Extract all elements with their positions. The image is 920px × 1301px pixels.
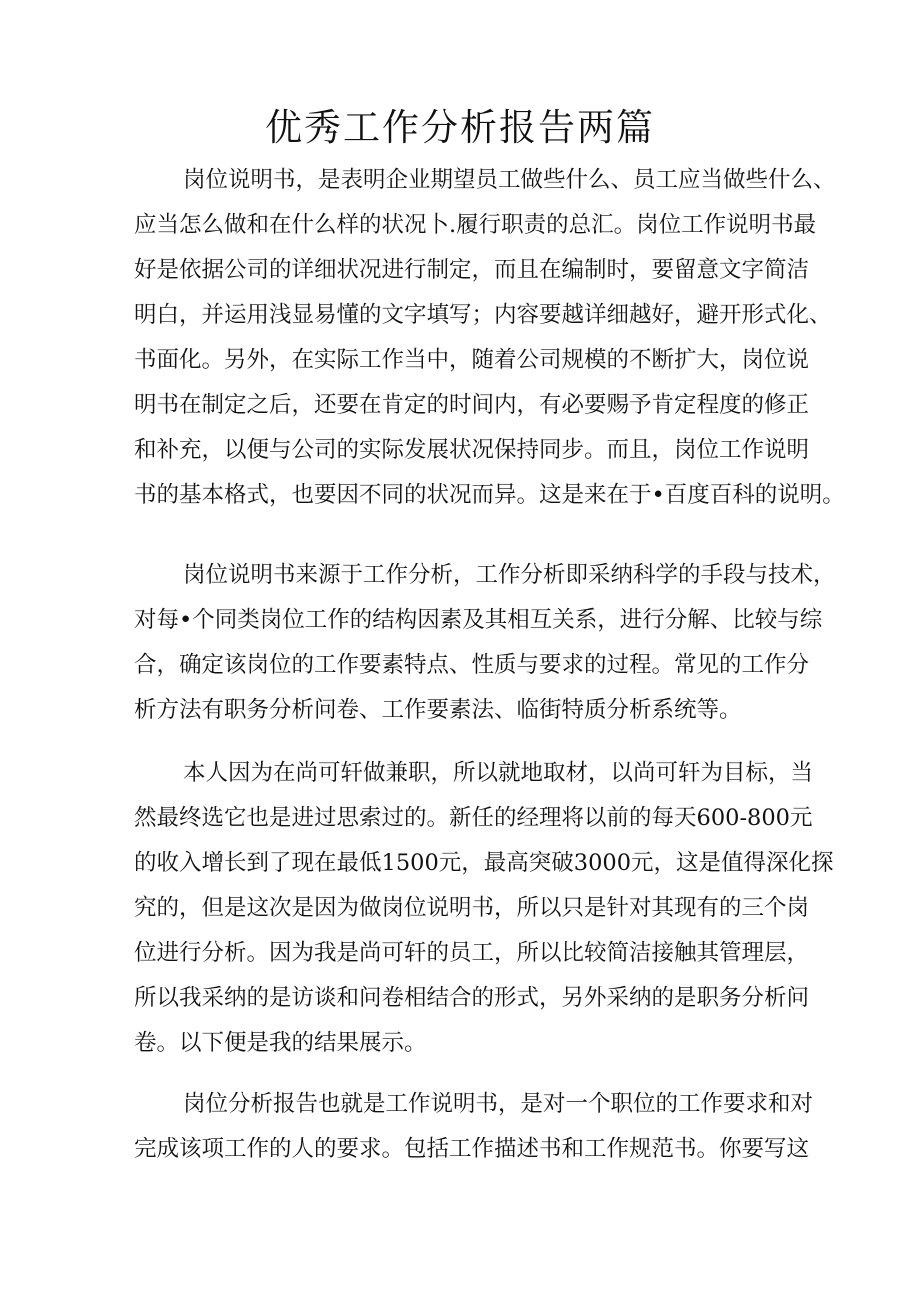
text-line: 好是依据公司的详细状况进行制定，而且在编制时，要留意文字简洁: [134, 257, 810, 283]
text-line: 岗位说明书来源于工作分析，工作分析即采纳科学的手段与技术，: [183, 562, 836, 588]
text-line: 和补充，以便与公司的实际发展状况保持同步。而且，岗位工作说明: [134, 437, 810, 463]
text-line: 卷。以下便是我的结果展示。: [134, 1030, 427, 1056]
text-line: 明书在制定之后，还要在肯定的时间内，有必要赐予肯定程度的修正: [134, 392, 810, 418]
text-line: 本人因为在尚可轩做兼职，所以就地取材，以尚可轩为目标，当: [183, 760, 814, 786]
text-line: 应当怎么做和在什么样的状况卜.履行职责的总汇。岗位工作说明书最: [134, 212, 817, 238]
paragraph-4: [134, 1082, 814, 1172]
document-title: 优秀工作分析报告两篇: [265, 106, 655, 149]
text-line: 位进行分析。因为我是尚可轩的员工，所以比较简洁接触其管理层，: [134, 940, 810, 966]
text-line: 然最终选它也是进过思索过的。新任的经理将以前的每天600-800元: [134, 805, 813, 831]
text-line: 明白，并运用浅显易懂的文字填写；内容要越详细越好，避开形式化、: [134, 302, 832, 328]
text-line: 合，确定该岗位的工作要素特点、性质与要求的过程。常见的工作分: [134, 652, 810, 678]
paragraph-2: [134, 553, 836, 733]
text-line: 析方法有职务分析问卷、工作要素法、临街特质分析系统等。: [134, 697, 742, 723]
text-line: 对每•个同类岗位工作的结构因素及其相互关系，进行分解、比较与综: [134, 607, 823, 633]
paragraph-3: [134, 751, 834, 1066]
paragraph-1: [134, 158, 845, 518]
text-line: 岗位说明书，是表明企业期望员工做些什么、员工应当做些什么、: [183, 167, 836, 193]
text-line: 的收入增长到了现在最低1500元，最高突破3000元，这是值得深化探: [134, 850, 834, 876]
text-line: 岗位分析报告也就是工作说明书，是对一个职位的工作要求和对: [183, 1091, 814, 1117]
text-line: 所以我采纳的是访谈和问卷相结合的形式，另外采纳的是职务分析问: [134, 985, 810, 1011]
text-line: 书的基本格式，也要因不同的状况而异。这是来在于•百度百科的说明。: [134, 482, 845, 508]
text-line: 完成该项工作的人的要求。包括工作描述书和工作规范书。你要写这: [134, 1136, 810, 1162]
text-line: 书面化。另外，在实际工作当中，随着公司规模的不断扩大，岗位说: [134, 347, 810, 373]
text-line: 究的，但是这次是因为做岗位说明书，所以只是针对其现有的三个岗: [134, 895, 810, 921]
